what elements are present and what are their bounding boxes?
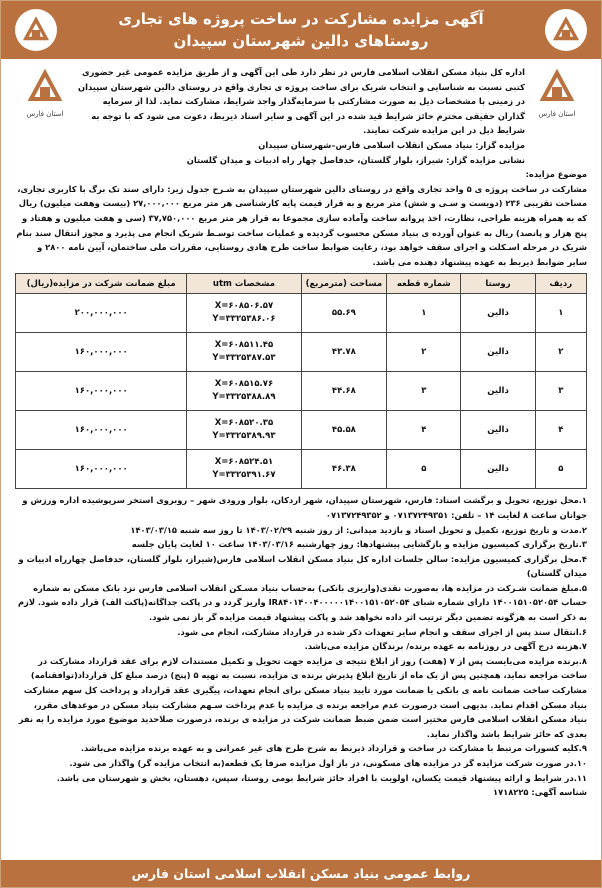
utm-y: Y=۳۳۲۵۳۹۱.۶۷ (212, 470, 276, 481)
row-number: ۱ (535, 294, 586, 333)
utm-y: Y=۳۳۲۵۳۸۷.۵۳ (212, 353, 276, 364)
row-number: ۴ (535, 411, 586, 450)
notice-number: شناسه آگهی: ۱۷۱۸۲۲۵ (493, 787, 587, 798)
table-row (16, 450, 587, 489)
utm-cell (187, 450, 301, 489)
village-cell: دالین (461, 333, 535, 372)
notice-header (1, 1, 601, 59)
foundation-emblem-icon (25, 67, 65, 107)
table-row (16, 294, 587, 333)
deposit-cell: ۱۶۰,۰۰۰,۰۰۰ (16, 372, 187, 411)
subject-label: موضوع مزایده: (525, 169, 587, 180)
plot-cell: ۴ (387, 411, 461, 450)
foundation-logo-icon (15, 9, 57, 51)
notice-body (1, 59, 601, 800)
address-text: نشانی مزایده گزار: شیراز، بلوار گلستان، حدفاصل چهار راه ادبیات و میدان گلستان (186, 154, 525, 165)
utm-cell (187, 333, 301, 372)
utm-cell (187, 372, 301, 411)
table-row (16, 411, 587, 450)
table-header-row (16, 274, 587, 294)
utm-y: Y=۳۳۲۵۳۸۹.۹۳ (212, 431, 276, 442)
village-cell: دالین (461, 411, 535, 450)
row-number: ۲ (535, 333, 586, 372)
page-title: آگهی مزایده مشارکت در ساخت پروژه های تجاری روستاهای دالین شهرستان سپیدان (118, 10, 484, 50)
column-header: روستا (461, 274, 535, 294)
deposit-cell: ۲۰۰,۰۰۰,۰۰۰ (16, 294, 187, 333)
plot-cell: ۲ (387, 333, 461, 372)
row-number: ۵ (535, 450, 586, 489)
condition-item: ۶.انتقال سند پس از اجرای سقف و انجام سایر تعهدات ذکر شده در قرارداد مشارکت، انجام می شود. (177, 626, 587, 637)
column-header: مساحت (مترمربع) (301, 274, 387, 294)
condition-item: ۲.مدت و تاریخ توزیع، تکمیل و تحویل اسناد و بازدید میدانی: از روز شنبه ۱۴۰۳/۰۲/۲۹ تا روز سه شنبه ۱۴۰۳/۰۳/۱۵ (130, 524, 587, 535)
utm-x: X=۶۰۸۵۱۵.۷۶ (214, 379, 274, 390)
left-logo (13, 67, 77, 119)
condition-item: ۵.مبلغ ضمانت شـرکت در مزایده ها، به‌صورت نقدی(واریزی بانکی) به‌حساب بنیاد مسـکن انقلاب اسلامی فارس نزد بانک مسکن به شماره حساب ۱۴۰۰۱۵۱۰۵۲۰۵۴ دارای شماره شبای IR۸۴۰۱۴۰۰۴۰۰۰۰۰۱۴۰۰۱۵۱۰۵۲۰۵۴ واریز گردد و در پاکت جداگانه(پاکت الف) قرار داده شود. لازم به ذکر است به هرگونه تضمین دیگر ترتیب اثر داده نخواهد شد و پاکت پیشنهاد قیمت مزایده گر باز نمی شود. (17, 582, 587, 623)
condition-item: ۸.برنده مزایده می‌بایست پس از ۷ (هفت) روز از ابلاغ نتیجه ی مزایده جهت تحویل و تکمیل مستندات لازم برای عقد قرارداد مشارکت در ساخت مراجعه نماید، همچنین پس از یک ماه از تاریخ ابلاغ پذیرش برنده ی مزایده، نسبت به تهیه ۵ (پنج) درصد مبلغ کل قرارداد(توافقنامه) مشارکت ساخت ضمانت نامه ی بانکی یا ضمانت مورد تایید بنیاد مسکن برای انجام تعهدات، پیگیری عقد قرارداد و پرداخت کل سهم مشارکت بنیاد مسکن اقدام نماید. بدیهی است درصورت عدم مراجعه برنده ی مزایده یا عدم پرداخت سـهم مشارکت بنیاد مسکن در موعدهای مقرر، بنیاد مسکن انقلاب اسلامی فارس مختیر است ضمن ضبط ضمانت شرکت در مزایده ی برنده، درصورت صلاحدید موضوع مورد مزایده را به نفر بعدی که حائز شرایط باشد واگذار نماید. (18, 655, 587, 739)
table-row (16, 372, 587, 411)
utm-y: Y=۳۳۲۵۳۸۸.۸۹ (212, 392, 276, 403)
utm-cell (187, 411, 301, 450)
deposit-cell: ۱۶۰,۰۰۰,۰۰۰ (16, 411, 187, 450)
condition-item: ۷.هزینه درج آگهی در روزنامه به عهده برنده/ برندگان مزایده می‌باشد. (304, 641, 587, 652)
utm-x: X=۶۰۸۵۲۰.۳۵ (214, 418, 274, 429)
area-cell: ۴۴.۶۸ (301, 372, 387, 411)
area-cell: ۴۵.۵۸ (301, 411, 387, 450)
side-logo (525, 67, 589, 119)
deposit-cell: ۱۶۰,۰۰۰,۰۰۰ (16, 450, 187, 489)
village-cell: دالین (461, 294, 535, 333)
condition-item: ۳.تاریخ برگزاری کمیسیون مزایده و بازگشایی پیشنهادها: روز چهارشنبه ۱۴۰۳/۰۳/۱۶ ساعت ۱۰ لغایت پایان جلسه (131, 539, 587, 550)
auctioneer-text: مزایده گزار: بنیاد مسکن انقلاب اسلامی فارس–شهرستان سپیدان (258, 139, 525, 150)
intro-section (15, 65, 587, 167)
area-cell: ۵۵.۶۹ (301, 294, 387, 333)
row-number: ۳ (535, 372, 586, 411)
footer-banner: روابط عمومی بنیاد مسکن انقلاب اسلامی استان فارس (1, 860, 601, 887)
table-row (16, 333, 587, 372)
foundation-logo-icon (545, 9, 587, 51)
plot-cell: ۵ (387, 450, 461, 489)
condition-item: ۴.محل برگزاری کمیسیون مزایده: سالن جلسات اداره کل بنیاد مسکن انقلاب اسلامی فارس(شیراز، بلوار گلستان، حدفاصل چهارراه ادبیات و میدان گلستان) (18, 553, 587, 579)
condition-item: ۹.کلیه کسورات مرتبط با مشارکت در ساخت و قرارداد ذیربط به شرح طرح های غیر عمرانی و به عهده برنده مزایده می‌باشد. (80, 743, 587, 754)
intro-text: اداره کل بنیاد مسکن انقلاب اسلامی فارس در نظر دارد طی این آگهی و از طریق مزایده عمومی غیر حضوری کتبی نسبت به شناسایی و انتخاب شریک برای ساخت پروژه ی تجاری واقع در روستای دالین شهرستان سپیدان در زمینی با مشخصات ذیل به صورت مشارکتی با سرمایه‌گذار واجد شرایط، مشارکت نماید. لذا از سرمایه گذاران حقیقی محترم حائز شرایط قید شده در این آگهی و سایر اسناد ذیربط، دعوت می شود که با توجه به شرایط ذیل در این مزایده شرکت نمایند. (78, 67, 525, 136)
utm-x: X=۶۰۸۵۰۶.۵۷ (214, 301, 274, 312)
utm-y: Y=۳۳۲۵۳۸۶.۰۶ (212, 314, 276, 325)
deposit-cell: ۱۶۰,۰۰۰,۰۰۰ (16, 333, 187, 372)
subject-text: مشارکت در ساخت پروژه ی ۵ واحد تجاری واقع در روستای دالین شهرستان سپیدان به شـرح جدول زیر: دارای سند تک برگ با کاربری تجاری، مساحت تقریبی ۲۳۶ (دویست و سـی و شش) متر مربع و به قرار قیمت پایه کارشناسی هر متر مربع ۲۷,۰۰۰,۰۰۰ (بیست وهفت میلیون) ریال که به همراه هزینه طراحی، نظارت، اخذ پروانه ساخت وآماده سازی مجموعا به قرار هر متر مربع ۳۷,۷۵۰,۰۰۰ (سی و هفت میلیون و هفتاد و پنج هزار و پانصد) ریال به عنوان آورده ی بنیاد مسکن محسوب گردیده و عملیات ساخت توسـط شریک انجام می پذیرد و مجوز انتقال سند بنام شریک در مرحله اسـکلت و اجرای سقف خواهد بود، رعایت ضوابط ساخت طرح هادی روستایی، مقررات ملی ساختمان، آیین نامه ۲۸۰۰ و سایر ضوابط ذیربط به عهده پیشنهاد دهنده می باشد. (16, 183, 587, 267)
plots-table (15, 273, 587, 489)
logo-caption: استان فارس (538, 110, 576, 118)
condition-item: ۱.محل توزیع، تحویل و برگشت اسناد: فارس، شهرستان سپیدان، شهر اردکان، بلوار ورودی شهر – روبروی استخر سرپوشیده اداره ورزش و جوانان ساعت ۸ لغایت ۱۴ – تلفن: ۰۷۱۳۷۲۴۹۳۵۱ و ۰۷۱۳۷۲۴۹۳۵۲ (22, 495, 587, 520)
utm-cell (187, 294, 301, 333)
plot-cell: ۳ (387, 372, 461, 411)
condition-item: ۱۱.در شرایط و ارائه پیشنهاد قیمت یکسان، اولویت با افراد حائز شرایط بومی روستا، سپس، دهستان، بخش و شهرستان می باشد. (56, 772, 587, 783)
condition-item: ۱۰.در صورت شرکت مزایده گر در مزایده های مسکونی، در باز اول مزایده صرفا یک قطعه(به انتخاب مزایده گر) واگذار می شود. (69, 758, 587, 768)
area-cell: ۴۳.۷۸ (301, 333, 387, 372)
column-header: مبلغ ضمانت شرکت در مزایده(ریال) (16, 274, 187, 294)
plot-cell: ۱ (387, 294, 461, 333)
column-header: شماره قطعه (387, 274, 461, 294)
village-cell: دالین (461, 372, 535, 411)
column-header: ردیف (535, 274, 586, 294)
foundation-emblem-icon (537, 67, 577, 107)
utm-x: X=۶۰۸۵۱۱.۴۵ (214, 340, 274, 351)
village-cell: دالین (461, 450, 535, 489)
conditions-list (15, 493, 587, 799)
logo-caption: استان فارس (26, 110, 64, 118)
column-header: مشخصات utm (187, 274, 301, 294)
area-cell: ۴۶.۳۸ (301, 450, 387, 489)
utm-x: X=۶۰۸۵۲۴.۵۱ (214, 457, 274, 468)
